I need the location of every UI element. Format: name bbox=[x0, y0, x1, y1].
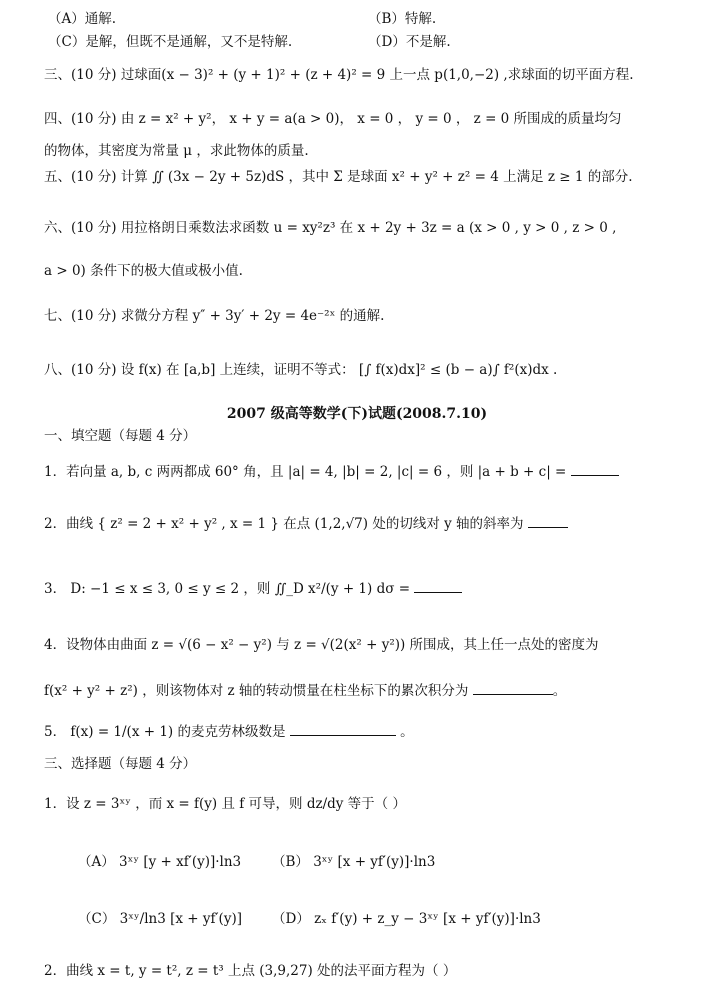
option-d: （D）不是解. bbox=[368, 34, 451, 50]
exam-title: 2007 级高等数学(下)试题(2008.7.10) bbox=[226, 406, 488, 422]
option-b: （B）特解. bbox=[368, 11, 437, 27]
problem-8-text: 设 f(x) 在 [a,b] 上连续，证明不等式： [∫ f(x)dx]² ≤ (b − a)∫ f²(x)dx . bbox=[120, 362, 558, 378]
problem-8 bbox=[44, 361, 557, 379]
problem-6-text: 用拉格朗日乘数法求函数 u = xy²z³ 在 x + 2y + 3z = a (x > 0 , y > 0 , z > 0 , bbox=[120, 220, 617, 236]
answer-blank[interactable] bbox=[528, 513, 568, 528]
fill-question-1-text: 1．若向量 a, b, c 两两都成 60° 角，且 |a| = 4, |b| = 2, |c| = 6 ，则 |a + b + c| = bbox=[44, 464, 567, 480]
answer-blank[interactable] bbox=[414, 578, 462, 593]
problem-4-continued: 的物体，其密度为常量 μ ，求此物体的质量. bbox=[44, 143, 309, 159]
choice-question-1: 1．设 z = 3ˣʸ ，而 x = f(y) 且 f 可导，则 dz/dy 等于（ ） bbox=[44, 796, 406, 812]
problem-3-head: 三、(10 分) bbox=[44, 67, 117, 83]
problem-7-head: 七、(10 分) bbox=[44, 308, 117, 324]
problem-6-continued: a > 0) 条件下的极大值或极小值. bbox=[44, 263, 243, 279]
choice-1-option-d: （D） zₓ f′(y) + z_y − 3ˣʸ [x + yf′(y)]·ln3 bbox=[272, 911, 541, 927]
fill-question-2-text: 2．曲线 { z² = 2 + x² + y² , x = 1 } 在点 (1,2,√7) 处的切线对 y 轴的斜率为 bbox=[44, 516, 524, 532]
answer-blank[interactable] bbox=[571, 461, 619, 476]
section-choice-heading: 三、选择题（每题 4 分） bbox=[44, 756, 197, 772]
option-c: （C）是解，但既不是通解，又不是特解. bbox=[48, 34, 293, 50]
problem-3-text: 过球面(x − 3)² + (y + 1)² + (z + 4)² = 9 上一点 p(1,0,−2) ,求球面的切平面方程. bbox=[120, 67, 634, 83]
answer-blank[interactable] bbox=[290, 721, 396, 736]
problem-4 bbox=[44, 110, 622, 128]
choice-1-option-c: （C） 3ˣʸ/ln3 [x + yf′(y)] bbox=[78, 911, 242, 927]
problem-5 bbox=[44, 168, 633, 186]
section-fill-in-heading: 一、填空题（每题 4 分） bbox=[44, 428, 197, 444]
problem-4-head: 四、(10 分) bbox=[44, 111, 117, 127]
fill-question-1 bbox=[44, 461, 619, 481]
choice-1-option-b: （B） 3ˣʸ [x + yf′(y)]·ln3 bbox=[272, 854, 436, 870]
fill-question-4-text: f(x² + y² + z²) ，则该物体对 z 轴的转动惯量在柱坐标下的累次积分为 bbox=[44, 683, 469, 699]
fill-question-3-text: 3． D: −1 ≤ x ≤ 3, 0 ≤ y ≤ 2 ，则 ∬_D x²/(y + 1) dσ = bbox=[44, 581, 411, 597]
problem-5-head: 五、(10 分) bbox=[44, 169, 117, 185]
problem-7-text: 求微分方程 y″ + 3y′ + 2y = 4e⁻²ˣ 的通解. bbox=[120, 308, 385, 324]
problem-6-head: 六、(10 分) bbox=[44, 220, 117, 236]
problem-8-head: 八、(10 分) bbox=[44, 362, 117, 378]
fill-question-4: 4．设物体由曲面 z = √(6 − x² − y²) 与 z = √(2(x² + y²)) 所围成，其上任一点处的密度为 bbox=[44, 637, 599, 653]
fill-question-2 bbox=[44, 513, 568, 533]
problem-7 bbox=[44, 307, 384, 325]
problem-4-text: 由 z = x² + y²， x + y = a(a > 0)， x = 0 ， y = 0 ， z = 0 所围成的质量均匀 bbox=[120, 111, 622, 127]
option-a: （A）通解. bbox=[48, 11, 117, 27]
fill-question-4-continued: f(x² + y² + z²) ，则该物体对 z 轴的转动惯量在柱坐标下的累次积分为 。 bbox=[44, 680, 566, 700]
fill-question-3 bbox=[44, 578, 462, 598]
problem-6 bbox=[44, 219, 616, 237]
problem-3 bbox=[44, 66, 634, 84]
fill-question-5-text: 5． f(x) = 1/(x + 1) 的麦克劳林级数是 bbox=[44, 724, 286, 740]
problem-5-text: 计算 ∬ (3x − 2y + 5z)dS ，其中 Σ 是球面 x² + y² + z² = 4 上满足 z ≥ 1 的部分. bbox=[120, 169, 633, 185]
fill-question-5: 5． f(x) = 1/(x + 1) 的麦克劳林级数是 。 bbox=[44, 721, 414, 741]
choice-1-option-a: （A） 3ˣʸ [y + xf′(y)]·ln3 bbox=[78, 854, 242, 870]
choice-question-2: 2．曲线 x = t, y = t², z = t³ 上点 (3,9,27) 处的法平面方程为（ ） bbox=[44, 963, 457, 979]
answer-blank[interactable] bbox=[473, 680, 553, 695]
